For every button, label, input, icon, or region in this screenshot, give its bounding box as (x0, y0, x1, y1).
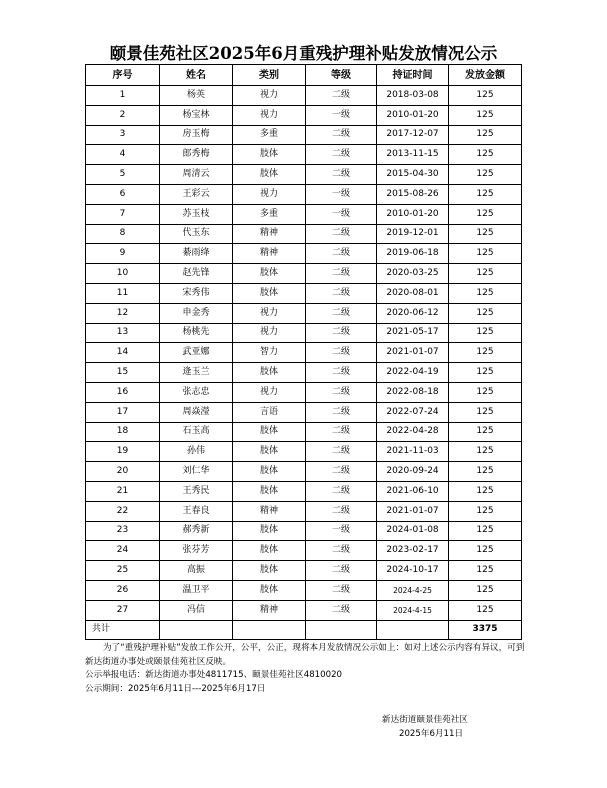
cell-category: 精神 (233, 501, 306, 521)
col-header-category: 类别 (233, 65, 306, 86)
table-row (86, 501, 522, 521)
cell-category: 精神 (233, 224, 306, 244)
cell-seq: 15 (86, 363, 160, 383)
cell-seq: 6 (86, 184, 160, 204)
cell-amount: 125 (449, 125, 522, 145)
cell-seq: 3 (86, 125, 160, 145)
cell-category: 肢体 (233, 264, 306, 284)
cell-name: 杨宝林 (160, 105, 233, 125)
cell-category: 肢体 (233, 442, 306, 462)
subsidy-table (85, 64, 522, 640)
cell-name: 郎秀梅 (160, 145, 233, 165)
signature-org: 新达街道颐景佳苑社区 (382, 715, 468, 725)
cell-seq: 20 (86, 462, 160, 482)
cell-category: 精神 (233, 600, 306, 620)
cell-seq: 7 (86, 204, 160, 224)
table-row (86, 481, 522, 501)
cell-cert-date: 2020-09-24 (377, 462, 449, 482)
cell-seq: 13 (86, 323, 160, 343)
table-row (86, 402, 522, 422)
total-empty-cell (306, 620, 377, 640)
col-header-seq: 序号 (86, 65, 160, 86)
cell-cert-date: 2022-08-18 (377, 382, 449, 402)
cell-level: 二级 (306, 580, 377, 600)
cell-cert-date: 2020-06-12 (377, 303, 449, 323)
cell-amount: 125 (449, 244, 522, 264)
cell-level: 二级 (306, 501, 377, 521)
cell-level: 二级 (306, 323, 377, 343)
cell-level: 二级 (306, 600, 377, 620)
cell-seq: 14 (86, 343, 160, 363)
table-row (86, 244, 522, 264)
cell-seq: 10 (86, 264, 160, 284)
cell-seq: 2 (86, 105, 160, 125)
table-row (86, 184, 522, 204)
page-title: 颐景佳苑社区2025年6月重残护理补贴发放情况公示 (109, 44, 498, 63)
cell-cert-date: 2024-01-08 (377, 521, 449, 541)
cell-amount: 125 (449, 600, 522, 620)
cell-cert-date: 2022-04-19 (377, 363, 449, 383)
cell-name: 杨英 (160, 86, 233, 106)
cell-seq: 11 (86, 283, 160, 303)
cell-level: 二级 (306, 442, 377, 462)
cell-level: 二级 (306, 224, 377, 244)
notice-period: 公示期间：2025年6月11日---2025年6月17日 (85, 683, 266, 694)
total-empty-cell (160, 620, 233, 640)
cell-level: 二级 (306, 363, 377, 383)
cell-name: 刘仁华 (160, 462, 233, 482)
cell-seq: 16 (86, 382, 160, 402)
cell-category: 精神 (233, 244, 306, 264)
notice-hotline: 公示举报电话：新达街道办事处4811715、颐景佳苑社区4810020 (85, 670, 343, 680)
cell-name: 高振 (160, 561, 233, 581)
cell-amount: 125 (449, 264, 522, 284)
table-row (86, 303, 522, 323)
cell-seq: 26 (86, 580, 160, 600)
cell-category: 肢体 (233, 561, 306, 581)
cell-seq: 23 (86, 521, 160, 541)
cell-cert-date: 2022-04-28 (377, 422, 449, 442)
table-row (86, 283, 522, 303)
signature-block (382, 714, 468, 741)
table-row (86, 442, 522, 462)
col-header-name: 姓名 (160, 65, 233, 86)
cell-amount: 125 (449, 561, 522, 581)
cell-cert-date: 2015-08-26 (377, 184, 449, 204)
cell-category: 肢体 (233, 481, 306, 501)
cell-amount: 125 (449, 86, 522, 106)
cell-level: 二级 (306, 303, 377, 323)
cell-category: 视力 (233, 323, 306, 343)
signature-date: 2025年6月11日 (399, 728, 464, 739)
cell-cert-date: 2017-12-07 (377, 125, 449, 145)
cell-amount: 125 (449, 422, 522, 442)
cell-level: 一级 (306, 521, 377, 541)
cell-name: 冯信 (160, 600, 233, 620)
cell-name: 綦雨绛 (160, 244, 233, 264)
cell-amount: 125 (449, 501, 522, 521)
cell-category: 肢体 (233, 422, 306, 442)
cell-cert-date: 2010-01-20 (377, 105, 449, 125)
notice-statement: 为了“重残护理补贴”发放工作公开，公平，公正，现将本月发放情况公示如上：如对上述公示内容有异议，可到新达街道办事处或颐景佳苑社区反映。 (85, 643, 525, 667)
cell-cert-date: 2023-02-17 (377, 541, 449, 561)
cell-name: 杨桃先 (160, 323, 233, 343)
cell-name: 代玉东 (160, 224, 233, 244)
cell-seq: 22 (86, 501, 160, 521)
cell-seq: 19 (86, 442, 160, 462)
cell-cert-date: 2021-05-17 (377, 323, 449, 343)
cell-amount: 125 (449, 541, 522, 561)
cell-cert-date: 2021-01-07 (377, 501, 449, 521)
cell-level: 二级 (306, 422, 377, 442)
cell-seq: 1 (86, 86, 160, 106)
cell-name: 张芬芳 (160, 541, 233, 561)
cell-seq: 21 (86, 481, 160, 501)
cell-level: 二级 (306, 283, 377, 303)
table-row (86, 382, 522, 402)
col-header-level: 等级 (306, 65, 377, 86)
cell-cert-date: 2021-11-03 (377, 442, 449, 462)
table-row (86, 105, 522, 125)
cell-seq: 24 (86, 541, 160, 561)
table-row (86, 323, 522, 343)
cell-amount: 125 (449, 224, 522, 244)
table-row (86, 363, 522, 383)
cell-amount: 125 (449, 145, 522, 165)
col-header-cert-date: 持证时间 (377, 65, 449, 86)
cell-category: 视力 (233, 86, 306, 106)
cell-category: 视力 (233, 184, 306, 204)
cell-amount: 125 (449, 481, 522, 501)
cell-category: 肢体 (233, 363, 306, 383)
col-header-amount: 发放金额 (449, 65, 522, 86)
cell-level: 二级 (306, 481, 377, 501)
cell-level: 二级 (306, 541, 377, 561)
cell-cert-date: 2015-04-30 (377, 165, 449, 185)
cell-name: 王彩云 (160, 184, 233, 204)
cell-level: 二级 (306, 462, 377, 482)
cell-category: 肢体 (233, 283, 306, 303)
cell-amount: 125 (449, 442, 522, 462)
cell-amount: 125 (449, 363, 522, 383)
cell-amount: 125 (449, 462, 522, 482)
cell-amount: 125 (449, 303, 522, 323)
table-row (86, 145, 522, 165)
cell-level: 二级 (306, 402, 377, 422)
total-empty-cell (233, 620, 306, 640)
cell-name: 周清云 (160, 165, 233, 185)
cell-name: 周焱瀅 (160, 402, 233, 422)
cell-category: 肢体 (233, 541, 306, 561)
cell-level: 二级 (306, 244, 377, 264)
cell-seq: 12 (86, 303, 160, 323)
cell-category: 肢体 (233, 580, 306, 600)
cell-name: 苏玉枝 (160, 204, 233, 224)
cell-name: 郝秀新 (160, 521, 233, 541)
cell-name: 房玉梅 (160, 125, 233, 145)
cell-category: 言语 (233, 402, 306, 422)
cell-name: 张志忠 (160, 382, 233, 402)
cell-cert-date: 2024-4-25 (377, 580, 449, 600)
cell-seq: 17 (86, 402, 160, 422)
cell-amount: 125 (449, 343, 522, 363)
notice-text (85, 642, 525, 696)
total-label: 共计 (86, 620, 160, 640)
cell-name: 武亚娜 (160, 343, 233, 363)
cell-seq: 18 (86, 422, 160, 442)
cell-name: 逄玉兰 (160, 363, 233, 383)
cell-category: 视力 (233, 303, 306, 323)
cell-category: 视力 (233, 382, 306, 402)
total-empty-cell (377, 620, 449, 640)
cell-category: 多重 (233, 204, 306, 224)
cell-amount: 125 (449, 283, 522, 303)
cell-level: 一级 (306, 204, 377, 224)
cell-level: 二级 (306, 264, 377, 284)
table-row (86, 204, 522, 224)
cell-level: 二级 (306, 343, 377, 363)
cell-cert-date: 2021-06-10 (377, 481, 449, 501)
cell-level: 二级 (306, 86, 377, 106)
table-row (86, 86, 522, 106)
cell-cert-date: 2019-06-18 (377, 244, 449, 264)
cell-category: 肢体 (233, 462, 306, 482)
cell-level: 二级 (306, 561, 377, 581)
cell-level: 二级 (306, 125, 377, 145)
cell-name: 赵先锋 (160, 264, 233, 284)
cell-amount: 125 (449, 165, 522, 185)
cell-seq: 25 (86, 561, 160, 581)
cell-seq: 27 (86, 600, 160, 620)
cell-cert-date: 2013-11-15 (377, 145, 449, 165)
table-body (86, 86, 522, 621)
table-row (86, 165, 522, 185)
cell-name: 王春良 (160, 501, 233, 521)
cell-category: 多重 (233, 125, 306, 145)
cell-amount: 125 (449, 580, 522, 600)
cell-amount: 125 (449, 184, 522, 204)
table-header-row (86, 65, 522, 86)
cell-cert-date: 2018-03-08 (377, 86, 449, 106)
table-row (86, 541, 522, 561)
cell-category: 肢体 (233, 145, 306, 165)
cell-category: 智力 (233, 343, 306, 363)
cell-cert-date: 2024-10-17 (377, 561, 449, 581)
cell-seq: 5 (86, 165, 160, 185)
cell-seq: 9 (86, 244, 160, 264)
table-row (86, 462, 522, 482)
cell-name: 石玉高 (160, 422, 233, 442)
cell-level: 一级 (306, 184, 377, 204)
cell-amount: 125 (449, 382, 522, 402)
cell-amount: 125 (449, 402, 522, 422)
cell-cert-date: 2022-07-24 (377, 402, 449, 422)
cell-level: 二级 (306, 145, 377, 165)
cell-seq: 8 (86, 224, 160, 244)
table-row (86, 264, 522, 284)
cell-level: 二级 (306, 382, 377, 402)
table-row (86, 600, 522, 620)
cell-cert-date: 2020-08-01 (377, 283, 449, 303)
table-row (86, 422, 522, 442)
cell-name: 孙伟 (160, 442, 233, 462)
cell-cert-date: 2024-4-15 (377, 600, 449, 620)
total-amount: 3375 (449, 620, 522, 640)
cell-category: 肢体 (233, 165, 306, 185)
cell-name: 温卫平 (160, 580, 233, 600)
cell-cert-date: 2019-12-01 (377, 224, 449, 244)
cell-level: 一级 (306, 105, 377, 125)
cell-amount: 125 (449, 204, 522, 224)
table-row (86, 561, 522, 581)
table-row (86, 521, 522, 541)
table-row (86, 580, 522, 600)
cell-name: 宋秀伟 (160, 283, 233, 303)
cell-amount: 125 (449, 521, 522, 541)
cell-seq: 4 (86, 145, 160, 165)
cell-category: 视力 (233, 105, 306, 125)
cell-cert-date: 2010-01-20 (377, 204, 449, 224)
cell-cert-date: 2021-01-07 (377, 343, 449, 363)
cell-category: 肢体 (233, 521, 306, 541)
cell-amount: 125 (449, 323, 522, 343)
cell-cert-date: 2020-03-25 (377, 264, 449, 284)
table-row (86, 224, 522, 244)
table-row (86, 125, 522, 145)
cell-level: 二级 (306, 165, 377, 185)
cell-name: 申金秀 (160, 303, 233, 323)
table-total-row (86, 620, 522, 640)
table-row (86, 343, 522, 363)
cell-amount: 125 (449, 105, 522, 125)
cell-name: 王秀民 (160, 481, 233, 501)
